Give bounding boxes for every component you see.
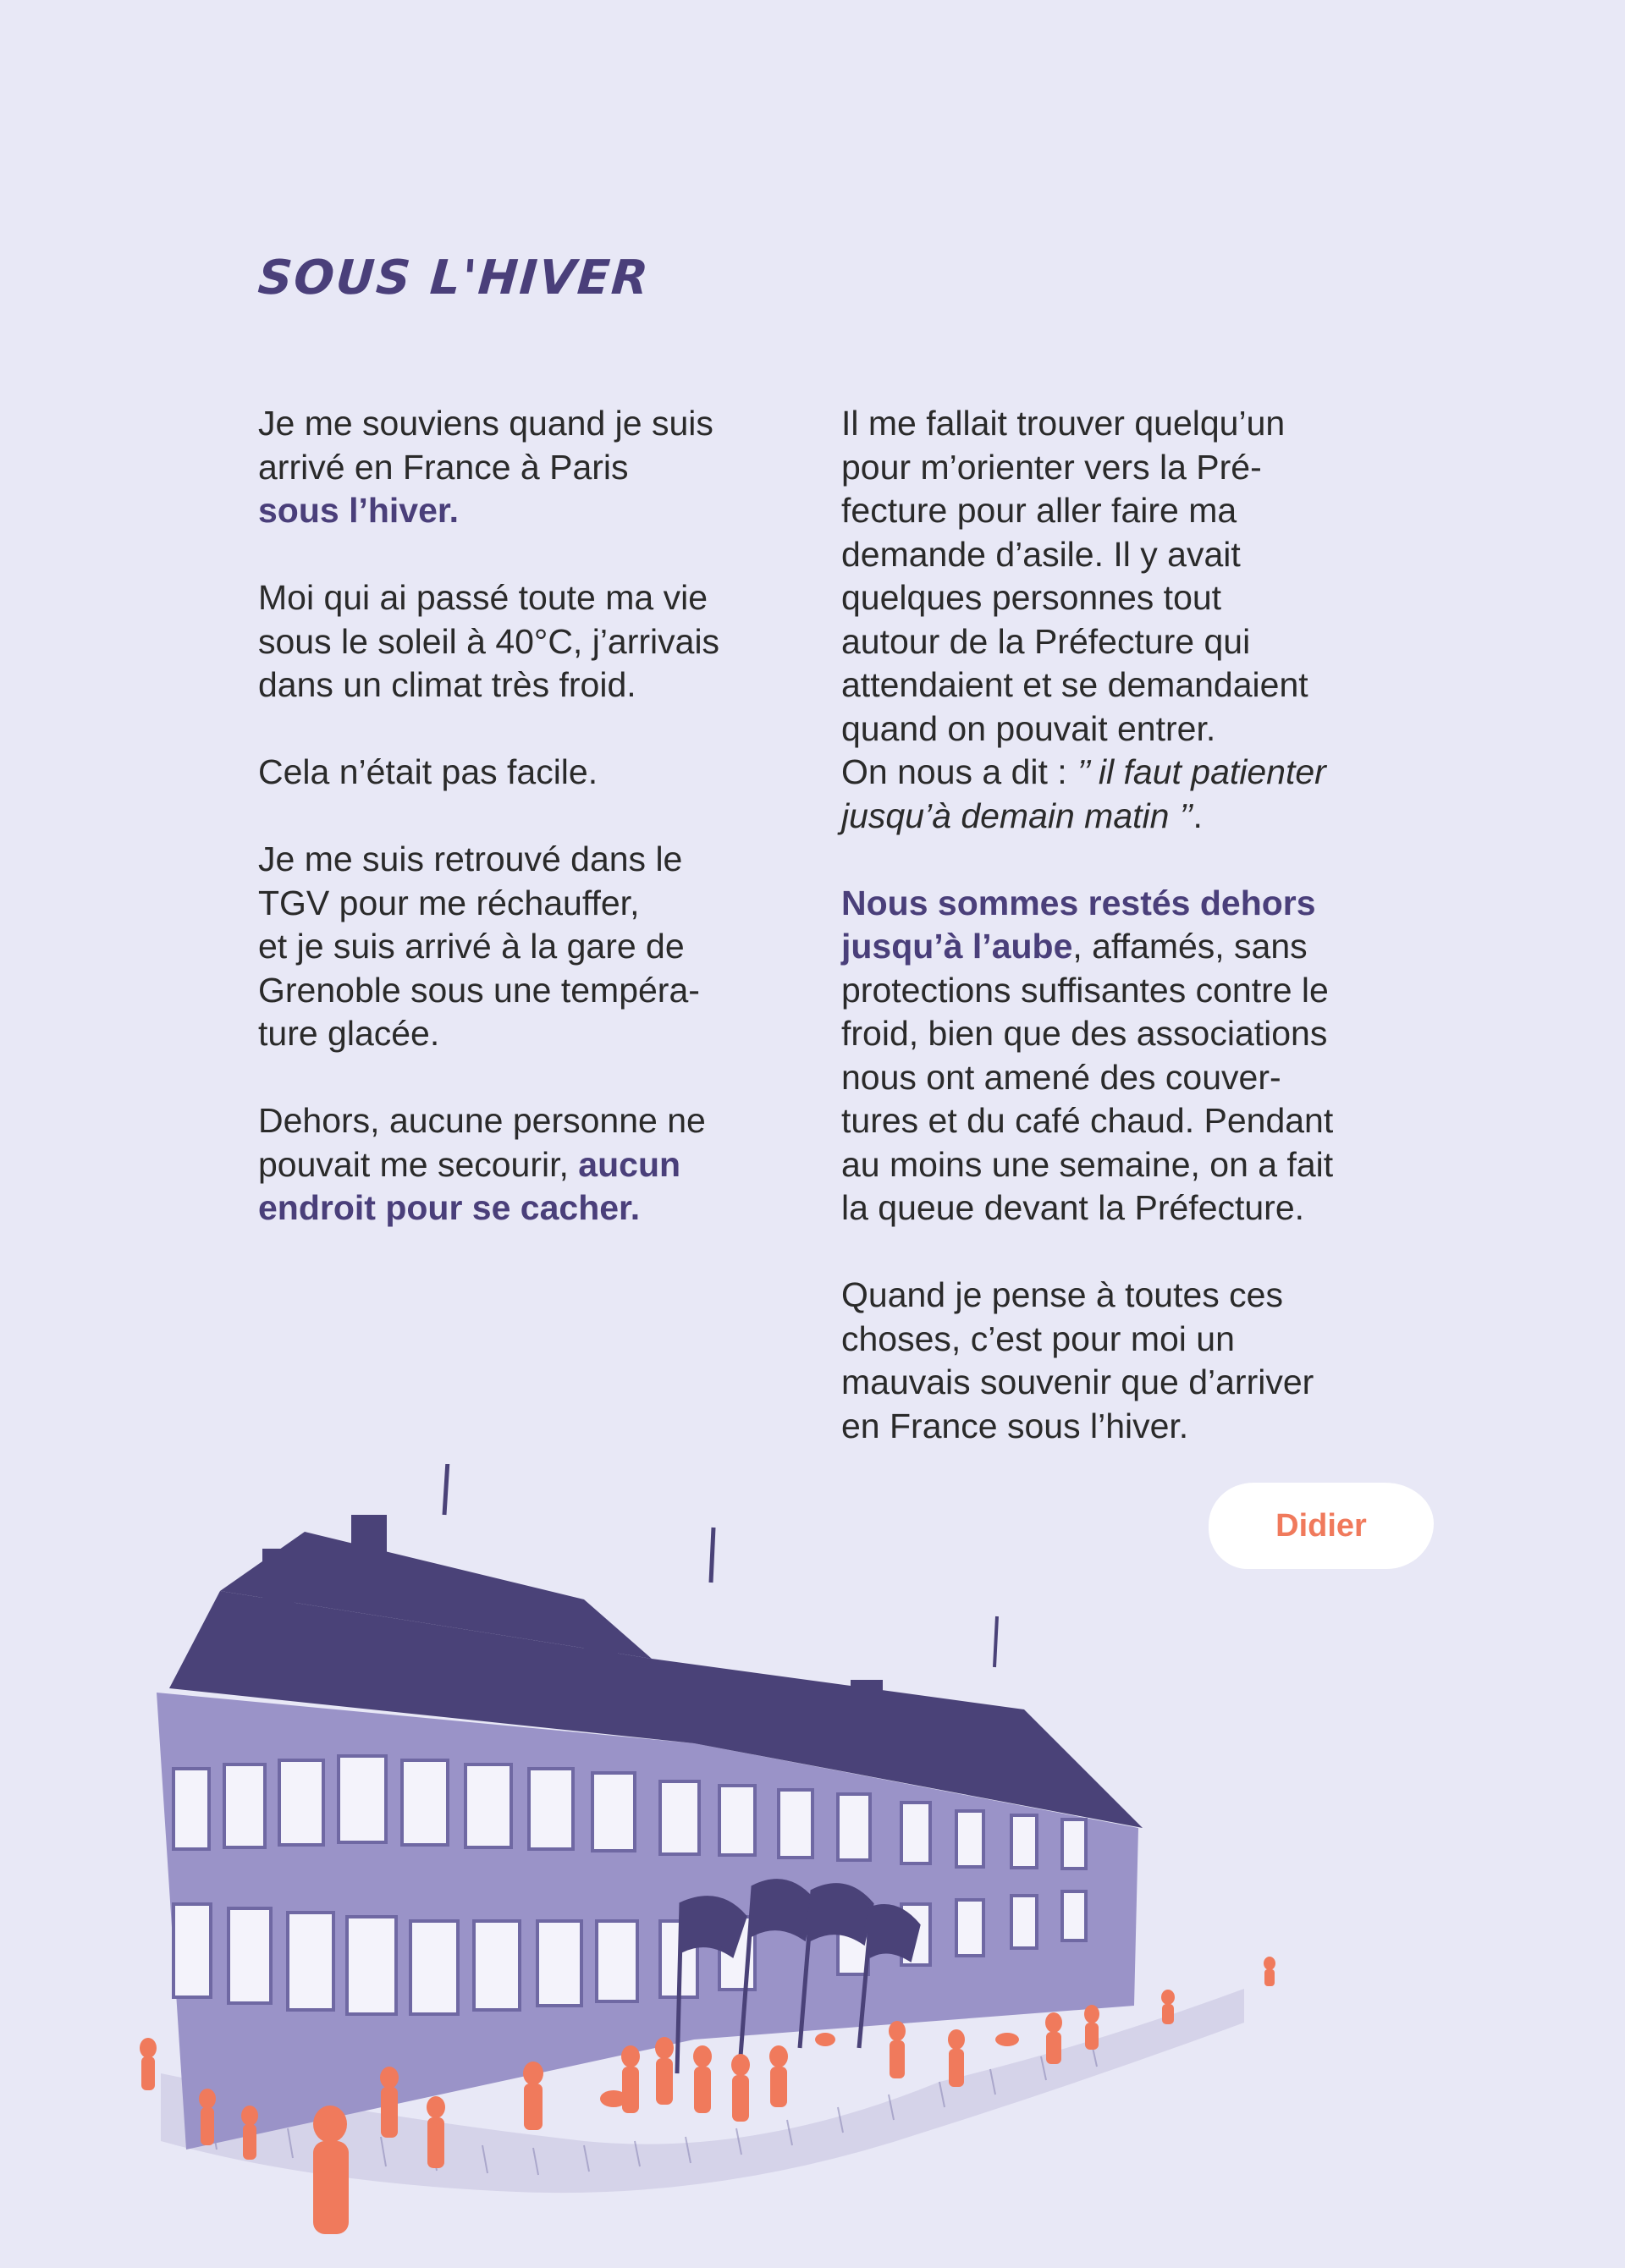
paragraph-memory: Quand je pense à toutes ces choses, c’est pour moi un mauvais souvenir que d’arriver en France sous l’hiver.: [841, 1275, 1314, 1445]
prefecture-quote: ’’ il faut patienter jusqu’à demain matin ’’: [841, 752, 1326, 835]
outside-emphasis: aucun endroit pour se cacher.: [258, 1144, 681, 1227]
arrival-emphasis: sous l’hiver.: [258, 491, 459, 530]
right-column: [841, 402, 1383, 1492]
paragraph-prefecture: [841, 402, 1383, 838]
page-title: SOUS L'HIVER: [256, 250, 652, 306]
outside-text: Dehors, aucune personne ne pouvait me secourir,: [258, 1101, 706, 1184]
author-name: Didier: [1275, 1507, 1367, 1544]
paragraph-difficulty: Cela n’était pas facile.: [258, 752, 598, 791]
prefecture-end: .: [1193, 795, 1203, 835]
night-emphasis: Nous sommes restés dehors jusqu’à l’aube: [841, 883, 1316, 966]
night-text: , affamés, sans protections suffisantes contre le froid, bien que des associations nous ont amené des couver- tures et du café chaud. Pendant au moins une semaine, on a fait la queue devant la Préfecture.: [841, 927, 1334, 1227]
paragraph-climate: Moi qui ai passé toute ma vie sous le soleil à 40°C, j’arrivais dans un climat très froid.: [258, 578, 720, 704]
paragraph-night: [841, 882, 1383, 1230]
paragraph-outside: [258, 1099, 766, 1230]
arrival-text: Je me souviens quand je suis arrivé en France à Paris: [258, 404, 713, 487]
paragraph-tgv: Je me suis retrouvé dans le TGV pour me réchauffer, et je suis arrivé à la gare de Grenoble sous une tempéra- ture glacée.: [258, 839, 700, 1053]
left-column: [258, 402, 766, 1274]
paragraph-arrival: [258, 402, 766, 533]
prefecture-text: Il me fallait trouver quelqu’un pour m’orienter vers la Pré- fecture pour aller faire ma demande d’asile. Il y avait quelques personnes tout autour de la Préfecture qui attendaient et se demandaient quand on pouvait entrer. On nous a dit :: [841, 404, 1308, 791]
prefecture-building-illustration: [110, 1464, 1337, 2268]
